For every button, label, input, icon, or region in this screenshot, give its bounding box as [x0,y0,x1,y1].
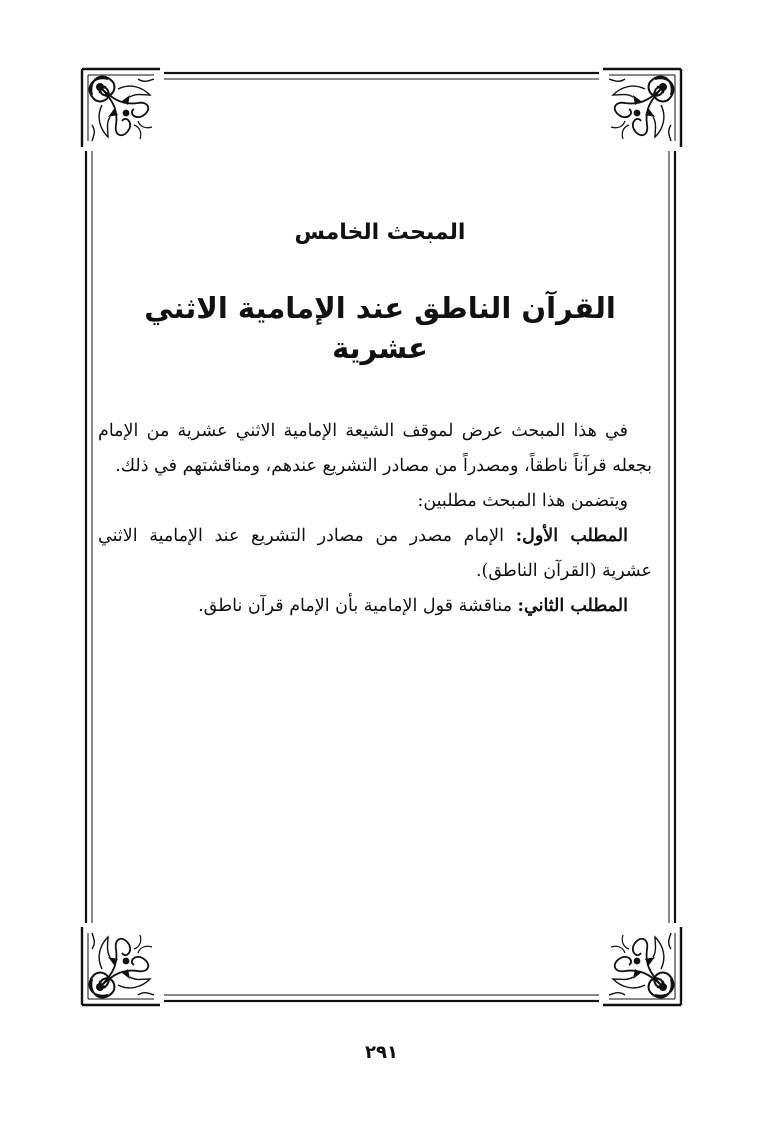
section-body [98,414,652,624]
contains-paragraph: ويتضمن هذا المبحث مطلبين: [417,491,628,511]
requirement-1-label: المطلب الأول: [515,526,628,546]
requirement-2-paragraph [98,589,652,624]
page-number: ٢٩١ [365,1042,398,1063]
corner-ornament-bottom-right [599,923,685,1009]
corner-ornament-top-right [599,65,685,151]
requirement-1-paragraph [98,519,652,589]
section-title: القرآن الناطق عند الإمامية الاثني عشرية [144,291,616,365]
corner-ornament-top-left [78,65,164,151]
requirement-2-text: مناقشة قول الإمامية بأن الإمام قرآن ناطق. [198,596,512,616]
section-label: المبحث الخامس [294,220,466,245]
requirement-2-label: المطلب الثاني: [517,596,628,616]
corner-ornament-bottom-left [78,923,164,1009]
intro-paragraph: في هذا المبحث عرض لموقف الشيعة الإمامية الاثني عشرية من الإمام بجعله قرآناً ناطقاً، ومصدراً من مصادر التشريع عندهم، ومناقشتهم في ذلك. [98,421,652,476]
requirement-1-text: الإمام مصدر من مصادر التشريع عند الإمامية الاثني عشرية (القرآن الناطق). [98,526,652,581]
